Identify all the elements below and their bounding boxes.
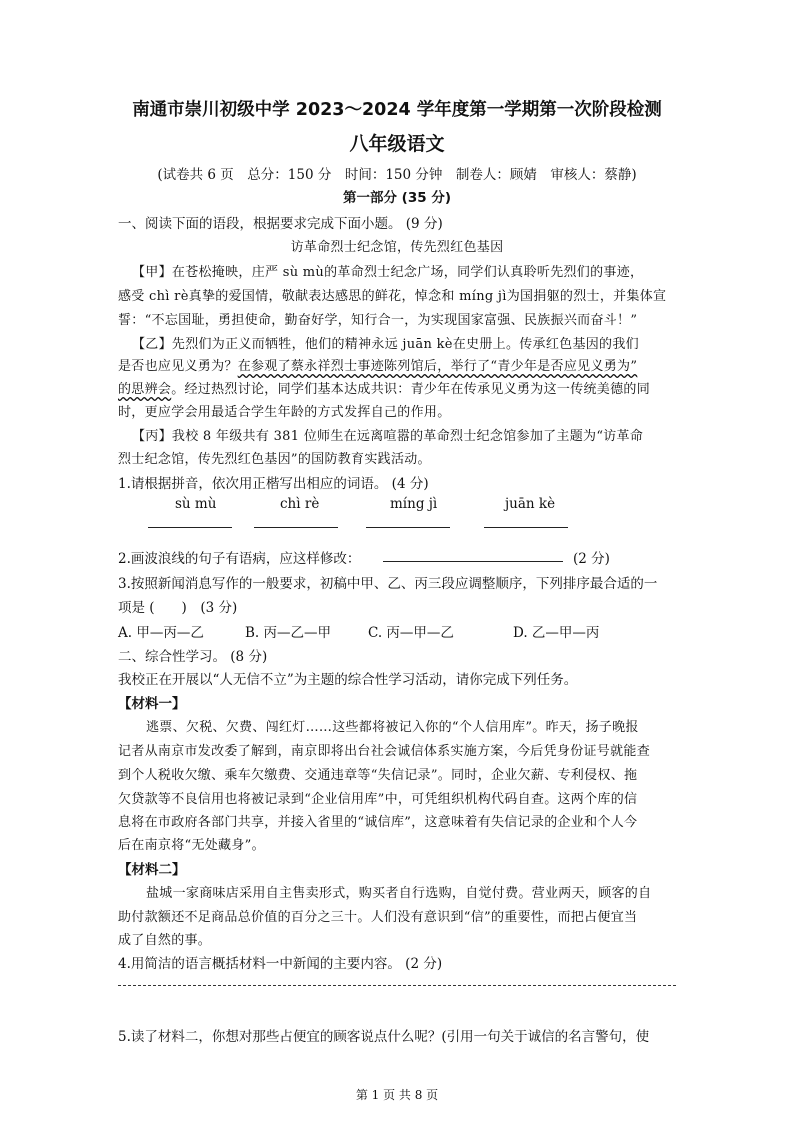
question-4: 4.用简洁的语言概括材料一中新闻的主要内容。 (2 分): [118, 956, 443, 972]
question-3-line1: 3.按照新闻消息写作的一般要求，初稿中甲、乙、丙三段应调整顺序，下列排序最合适的一: [118, 576, 658, 592]
passage-bing-line1: 【丙】我校 8 年级共有 381 位师生在远离喧嚣的革命烈士纪念馆参加了主题为“访革命: [132, 429, 644, 444]
material-2-label: 【材料二】: [118, 862, 186, 878]
option-b[interactable]: B. 丙—乙—甲: [245, 625, 332, 641]
exam-info: (试卷共 6 页 总分：150 分 时间：150 分钟 制卷人：顾婧 审核人：蔡静): [157, 167, 637, 183]
passage-jia-line2: 感受 chì rè真挚的爱国情，敬献表达感思的鲜花，悼念和 míng jì为国捐躯的烈士，并集体宣: [118, 289, 667, 304]
passage-jia-line3: 誓：“不忘国耻，勇担使命，勤奋好学，知行合一，为实现国家富强、民族振兴而奋斗！”: [118, 313, 638, 328]
pinyin-3: míng jì: [390, 496, 438, 512]
section2-intro: 我校正在开展以“人无信不立”为主题的综合性学习活动，请你完成下列任务。: [118, 672, 578, 688]
answer-blank-1[interactable]: [148, 517, 232, 528]
question-3-line2: 项是 ( ) (3 分): [118, 600, 238, 616]
option-a[interactable]: A. 甲—丙—乙: [118, 625, 204, 641]
passage-yi-line4: 时，更应学会用最适合学生年龄的方式发挥自己的作用。: [118, 405, 451, 420]
question-5: 5.读了材料二，你想对那些占便宜的顾客说点什么呢？(引用一句关于诚信的名言警句，使: [118, 1029, 650, 1045]
material-2-line3: 成了自然的事。: [118, 933, 212, 948]
passage-yi-line1: 【乙】先烈们为正义而牺牲，他们的精神永远 juān kè在史册上。传承红色基因的我们: [132, 337, 639, 352]
passage-subtitle: 访革命烈士纪念馆，传先烈红色基因: [290, 240, 504, 255]
question-2-score: (2 分): [573, 551, 610, 567]
exam-title: 南通市崇川初级中学 2023～2024 学年度第一学期第一次阶段检测: [132, 100, 662, 120]
material-1-line6: 后在南京将“无处藏身”。: [118, 838, 265, 853]
page-footer: 第 1 页 共 8 页: [355, 1088, 439, 1102]
pinyin-4: juān kè: [505, 496, 556, 512]
material-1-line1: 逃票、欠税、欠费、闯红灯……这些都将被记入你的“个人信用库”。昨天，扬子晚报: [146, 720, 639, 735]
answer-blank-3[interactable]: [366, 517, 450, 528]
question-2-answer-line[interactable]: [383, 561, 563, 562]
material-1-label: 【材料一】: [118, 696, 186, 712]
passage-yi-line3: [118, 378, 650, 397]
question-2: 2.画波浪线的句子有语病，应这样修改：: [118, 551, 361, 567]
passage-yi-line2: [118, 355, 637, 374]
option-c[interactable]: C. 丙—甲—乙: [368, 625, 454, 641]
section2-heading: 二、综合性学习。 (8 分): [118, 649, 268, 665]
passage-jia-line1: 【甲】在苍松掩映，庄严 sù mù的革命烈士纪念广场，同学们认真聆听先烈们的事迹，: [132, 265, 644, 280]
material-2-line2: 助付款额还不足商品总价值的百分之三十。人们没有意识到“信”的重要性，而把占便宜当: [118, 910, 638, 925]
passage-bing-line2: 烈士纪念馆，传先烈红色基因”的国防教育实践活动。: [118, 452, 431, 467]
answer-blank-2[interactable]: [254, 517, 338, 528]
option-d[interactable]: D. 乙—甲—丙: [513, 625, 600, 641]
material-1-line4: 欠贷款等不良信用也将被记录到“企业信用库”中，可凭组织机构代码自查。这两个库的信: [118, 792, 638, 807]
answer-blank-4[interactable]: [484, 517, 568, 528]
subject-title: 八年级语文: [349, 133, 445, 155]
material-1-line2: 记者从南京市发改委了解到，南京即将出台社会诚信体系实施方案，今后凭身份证号就能查: [118, 744, 651, 759]
passage-yi-line2-plain: 是否也应见义勇为？: [118, 359, 238, 374]
material-1-line5: 息将在市政府各部门共享，并接入省里的“诚信库”，这意味着有失信记录的企业和个人今: [118, 815, 638, 830]
section1-heading: 一、阅读下面的语段，根据要求完成下面小题。 (9 分): [118, 216, 443, 232]
part-heading: 第一部分 (35 分): [342, 190, 452, 206]
pinyin-1: sù mù: [175, 496, 217, 512]
material-2-line1: 盐城一家商味店采用自主售卖形式，购买者自行选购，自觉付费。营业两天，顾客的自: [146, 886, 652, 901]
material-1-line3: 到个人税收欠缴、乘车欠缴费、交通违章等“失信记录”。同时，企业欠薪、专利侵权、拖: [118, 768, 638, 783]
question-4-answer-line[interactable]: [118, 985, 676, 986]
question-1: 1.请根据拼音，依次用正楷写出相应的词语。 (4 分): [118, 476, 429, 492]
wavy-sentence-part1: 在参观了蔡永祥烈士事迹陈列馆后，举行了“青少年是否应见义勇为”: [237, 359, 638, 374]
pinyin-2: chì rè: [280, 496, 320, 512]
wavy-sentence-part2: 的思辨会: [118, 382, 172, 397]
passage-yi-line3-plain: 。经过热烈讨论，同学们基本达成共识：青少年在传承见义勇为这一传统美德的同: [171, 382, 651, 397]
